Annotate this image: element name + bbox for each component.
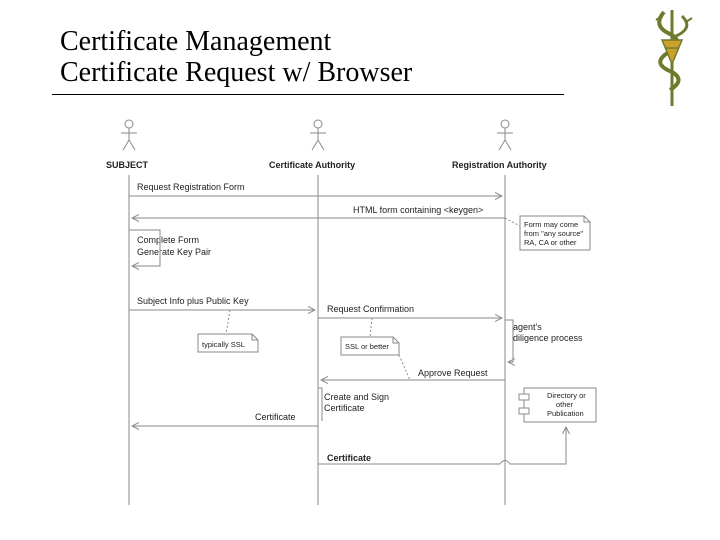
note-form-source-connector <box>505 218 520 226</box>
msg-approve-request-label: Approve Request <box>418 368 488 378</box>
note-ssl-or-better <box>341 337 399 355</box>
note-form-source-line2: from "any source" <box>524 229 584 238</box>
actor-ca-label: Certificate Authority <box>269 160 356 170</box>
note-ssl-connector-2 <box>399 355 410 380</box>
subject-actor-icon <box>121 120 137 150</box>
note-ssl-or-better-text: SSL or better <box>345 342 389 351</box>
ra-actor-icon <box>497 120 513 150</box>
title-line-2: Certificate Request w/ Browser <box>60 57 413 88</box>
actor-ra-label: Registration Authority <box>452 160 547 170</box>
msg-subject-info-label: Subject Info plus Public Key <box>137 296 249 306</box>
note-ssl-connector-1 <box>370 318 372 337</box>
actor-subject-label: SUBJECT <box>106 160 149 170</box>
msg-create-sign-line2-label: Certificate <box>324 403 365 413</box>
title-line-1: Certificate Management <box>60 26 332 57</box>
msg-agent-line2-label: diligence process <box>513 333 583 343</box>
msg-self-diligence-arrow <box>505 320 513 362</box>
note-form-source-line3: RA, CA or other <box>524 238 577 247</box>
msg-generate-key-label: Generate Key Pair <box>137 247 212 257</box>
note-typically-ssl <box>198 334 258 352</box>
ca-actor-icon <box>310 120 326 150</box>
note-form-source <box>520 216 590 250</box>
msg-request-confirmation-label: Request Confirmation <box>327 304 415 314</box>
msg-request-form-label: Request Registration Form <box>137 182 245 192</box>
note-typically-ssl-text: typically SSL <box>202 340 245 349</box>
msg-certificate-to-directory-label: Certificate <box>327 453 372 463</box>
msg-certificate-to-subject-label: Certificate <box>255 412 296 422</box>
msg-self-create-sign-bracket <box>318 388 322 420</box>
directory-line3: Publication <box>547 409 584 418</box>
directory-component-icon <box>519 388 596 422</box>
note-typically-ssl-connector <box>226 310 230 334</box>
msg-create-sign-line1-label: Create and Sign <box>324 392 390 402</box>
msg-html-form-label: HTML form containing <keygen> <box>353 205 484 215</box>
msg-agent-line1-label: agent's <box>513 322 542 332</box>
note-form-source-line1: Form may come <box>524 220 579 229</box>
directory-line1: Directory or <box>547 391 586 400</box>
msg-complete-form-label: Complete Form <box>137 235 200 245</box>
directory-line2: other <box>556 400 574 409</box>
